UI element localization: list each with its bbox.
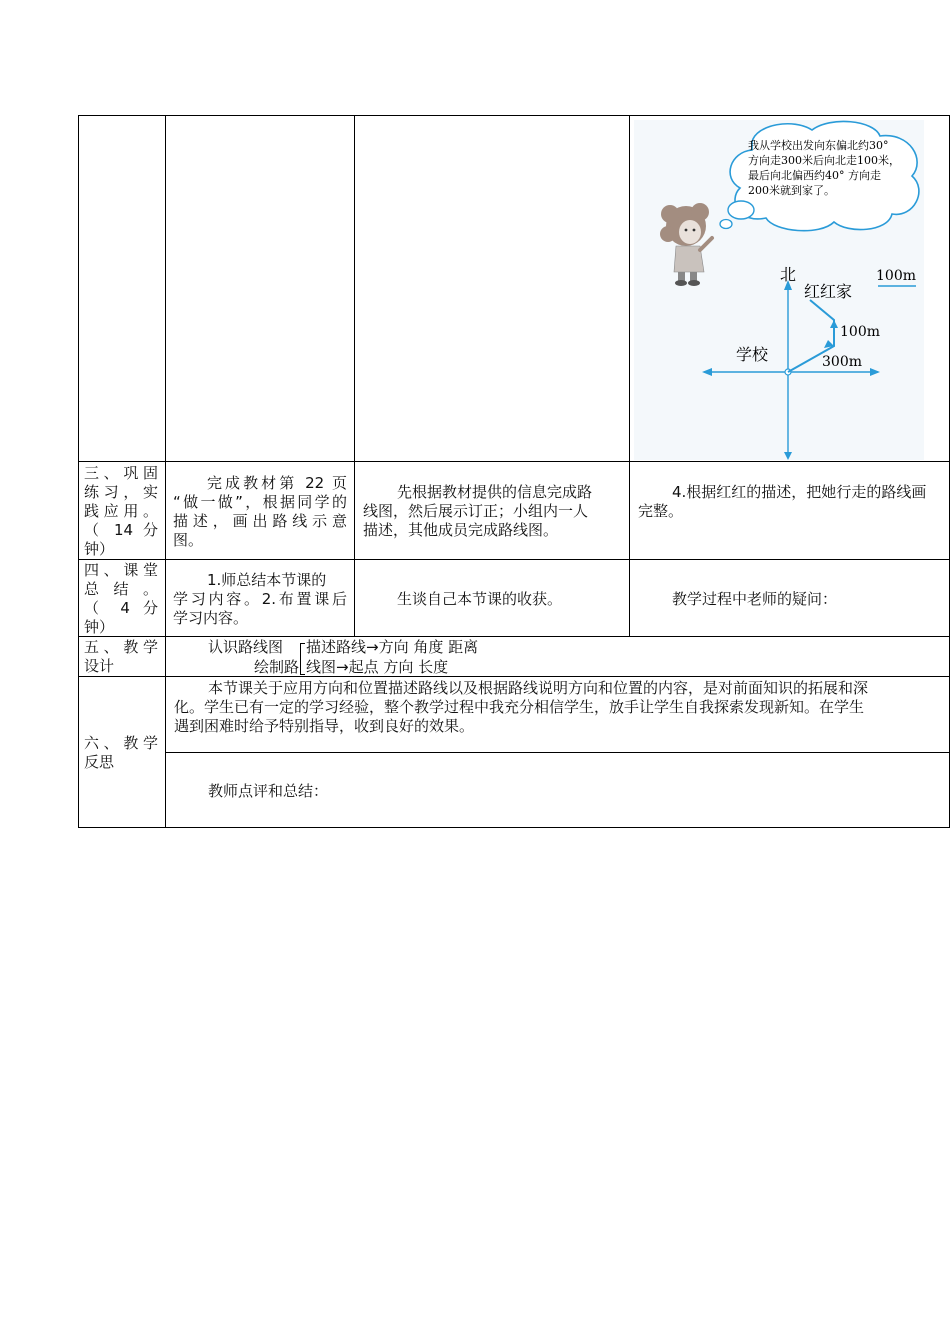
student-line: 描述，其他成员完成路线图。 (363, 521, 559, 539)
row-divider (78, 636, 950, 637)
summary-stage-cell (84, 561, 158, 637)
practice-teacher-cell (173, 474, 347, 550)
row-divider (78, 676, 950, 677)
reflection-text-cell (174, 679, 950, 736)
reflection-stage-cell (84, 734, 158, 772)
teacher-line: 完成教材第 22 页 (207, 474, 347, 492)
stage-line: 三、巩固 (84, 464, 158, 482)
route-diagram (634, 120, 924, 460)
practice-student-cell (363, 483, 622, 540)
student-line: 线图，然后展示订正；小组内一人 (363, 502, 589, 520)
practice-note-cell (638, 483, 950, 521)
design-line-2-right: 线图→起点 方向 长度 (306, 658, 449, 676)
bubble-dot-large (728, 201, 754, 219)
bubble-line-4: 200米就到家了。 (748, 184, 835, 197)
stage-line: 五、教学 (84, 638, 158, 656)
teacher-line: “做一做”，根据同学的 (173, 493, 347, 511)
reflection-line: 化。学生已有一定的学习经验，整个教学过程中我充分相信学生，放手让学生自我探索发现新知。在学生 (174, 698, 865, 716)
stage-line: 六、教学 (84, 734, 158, 752)
stage-line: （ 4 分 (84, 599, 158, 617)
teacher-comment-label: 教师点评和总结： (208, 782, 329, 800)
summary-student-cell (397, 590, 622, 609)
design-line-2-left: 绘制路 (254, 658, 300, 676)
bubble-line-3: 最后向北偏西约40° 方向走 (748, 169, 881, 182)
teacher-line: 1.师总结本节课的 (207, 571, 327, 589)
segment-east-label: 300m (822, 354, 862, 370)
table-border-bottom (78, 827, 950, 828)
home-label: 红红家 (804, 282, 853, 301)
table-border-top (78, 115, 950, 116)
teacher-line: 学习内容。2.布置课后 (173, 590, 347, 608)
teacher-line: 描述，画出路线示意 (173, 512, 347, 530)
column-divider (354, 115, 355, 637)
stage-line: 设计 (84, 657, 115, 675)
design-line-1-left: 认识路线图 (208, 638, 284, 656)
design-line-1-right: 描述路线→方向 角度 距离 (306, 638, 479, 656)
north-label: 北 (780, 265, 797, 284)
student-line: 先根据教材提供的信息完成路 (397, 483, 593, 501)
school-label: 学校 (736, 345, 769, 364)
summary-teacher-cell (173, 571, 347, 628)
route-figure (634, 120, 924, 460)
bubble-line-1: 我从学校出发向东偏北约30° (748, 139, 889, 152)
practice-stage-cell (84, 464, 158, 559)
summary-note-cell (672, 590, 942, 609)
bubble-line-2: 方向走300米后向北走100米， (748, 154, 900, 167)
reflection-line: 本节课关于应用方向和位置描述路线以及根据路线说明方向和位置的内容，是对前面知识的拓展和深 (208, 679, 869, 697)
note-line: 完整。 (638, 502, 684, 520)
note-text: 教学过程中老师的疑问： (672, 590, 838, 608)
column-divider (165, 115, 166, 828)
stage-line: 总 结 。 (84, 580, 158, 598)
teacher-line: 图。 (173, 531, 204, 549)
design-brace (300, 643, 305, 675)
stage-line: 反思 (84, 753, 115, 771)
stage-line: （ 14 分 (84, 521, 158, 539)
stage-line: 钟） (84, 540, 115, 558)
stage-line: 践应用。 (84, 502, 158, 520)
stage-line: 练习，实 (84, 483, 158, 501)
reflection-divider (165, 752, 950, 753)
segment-north-label: 100m (840, 324, 880, 340)
row-divider (78, 461, 950, 462)
row-divider (78, 559, 950, 560)
note-line: 4.根据红红的描述，把她行走的路线画 (672, 483, 927, 501)
column-divider (629, 115, 630, 637)
stage-line: 钟） (84, 618, 115, 636)
scale-label: 100m (876, 268, 916, 284)
reflection-line: 遇到困难时给予特别指导，收到良好的效果。 (174, 717, 475, 735)
student-text: 生谈自己本节课的收获。 (397, 590, 563, 608)
bubble-dot-small (720, 220, 732, 229)
teacher-line: 学习内容。 (173, 609, 249, 627)
table-border-left (78, 115, 79, 828)
design-stage-cell (84, 638, 158, 676)
stage-line: 四、课堂 (84, 561, 158, 579)
